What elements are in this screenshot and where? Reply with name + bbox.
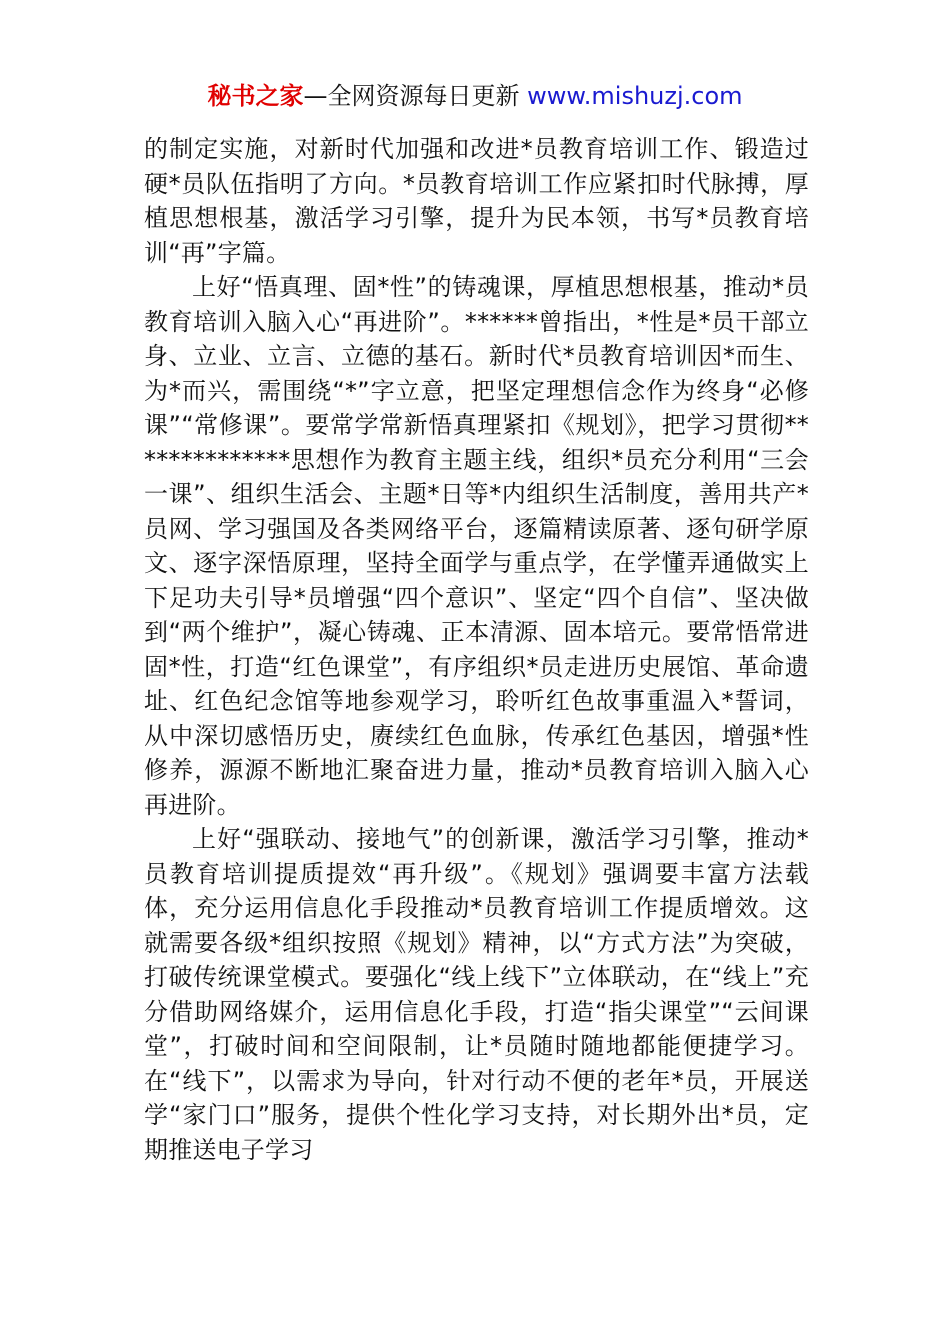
paragraph-innovation: 上好“强联动、接地气”的创新课，激活学习引擎，推动*员教育培训提质提效“再升级”。《规划》强调要丰富方法载体，充分运用信息化手段推动*员教育培训工作提质增效。这就需要各级*组织按照《规划》精神，以“方式方法”为突破，打破传统课堂模式。要强化“线上线下”立体联动，在“线上”充分借助网络媒介，运用信息化手段，打造“指尖课堂”“云间课堂”，打破时间和空间限制，让*员随时随地都能便捷学习。在“线下”，以需求为导向，针对行动不便的老年*员，开展送学“家门口”服务，提供个性化学习支持，对长期外出*员，定期推送电子学习 xyxy=(144,825,809,1164)
site-url-link[interactable]: www.mishuzj.com xyxy=(527,82,743,110)
document-body xyxy=(144,132,809,1167)
site-tagline: —全网资源每日更新 xyxy=(303,82,528,110)
site-brand: 秘书之家 xyxy=(207,82,304,110)
site-header xyxy=(0,80,950,112)
paragraph-soul-casting: 上好“悟真理、固*性”的铸魂课，厚植思想根基，推动*员教育培训入脑入心“再进阶”。******曾指出，*性是*员干部立身、立业、立言、立德的基石。新时代*员教育培训因*而生、为*而兴，需围绕“*”字立意，把坚定理想信念作为终身“必修课”“常修课”。要常学常新悟真理紧扣《规划》，把学习贯彻**************思想作为教育主题主线，组织*员充分利用“三会一课”、组织生活会、主题*日等*内组织生活制度，善用共产*员网、学习强国及各类网络平台，逐篇精读原著、逐句研学原文、逐字深悟原理，坚持全面学与重点学，在学懂弄通做实上下足功夫引导*员增强“四个意识”、坚定“四个自信”、坚决做到“两个维护”，凝心铸魂、正本清源、固本培元。要常悟常进固*性，打造“红色课堂”，有序组织*员走进历史展馆、革命遗址、红色纪念馆等地参观学习，聆听红色故事重温入*誓词，从中深切感悟历史，赓续红色血脉，传承红色基因，增强*性修养，源源不断地汇聚奋进力量，推动*员教育培训入脑入心再进阶。 xyxy=(144,273,809,819)
paragraph-continuation: 的制定实施，对新时代加强和改进*员教育培训工作、锻造过硬*员队伍指明了方向。*员教育培训工作应紧扣时代脉搏，厚植思想根基，激活学习引擎，提升为民本领，书写*员教育培训“再”字篇。 xyxy=(144,135,809,267)
